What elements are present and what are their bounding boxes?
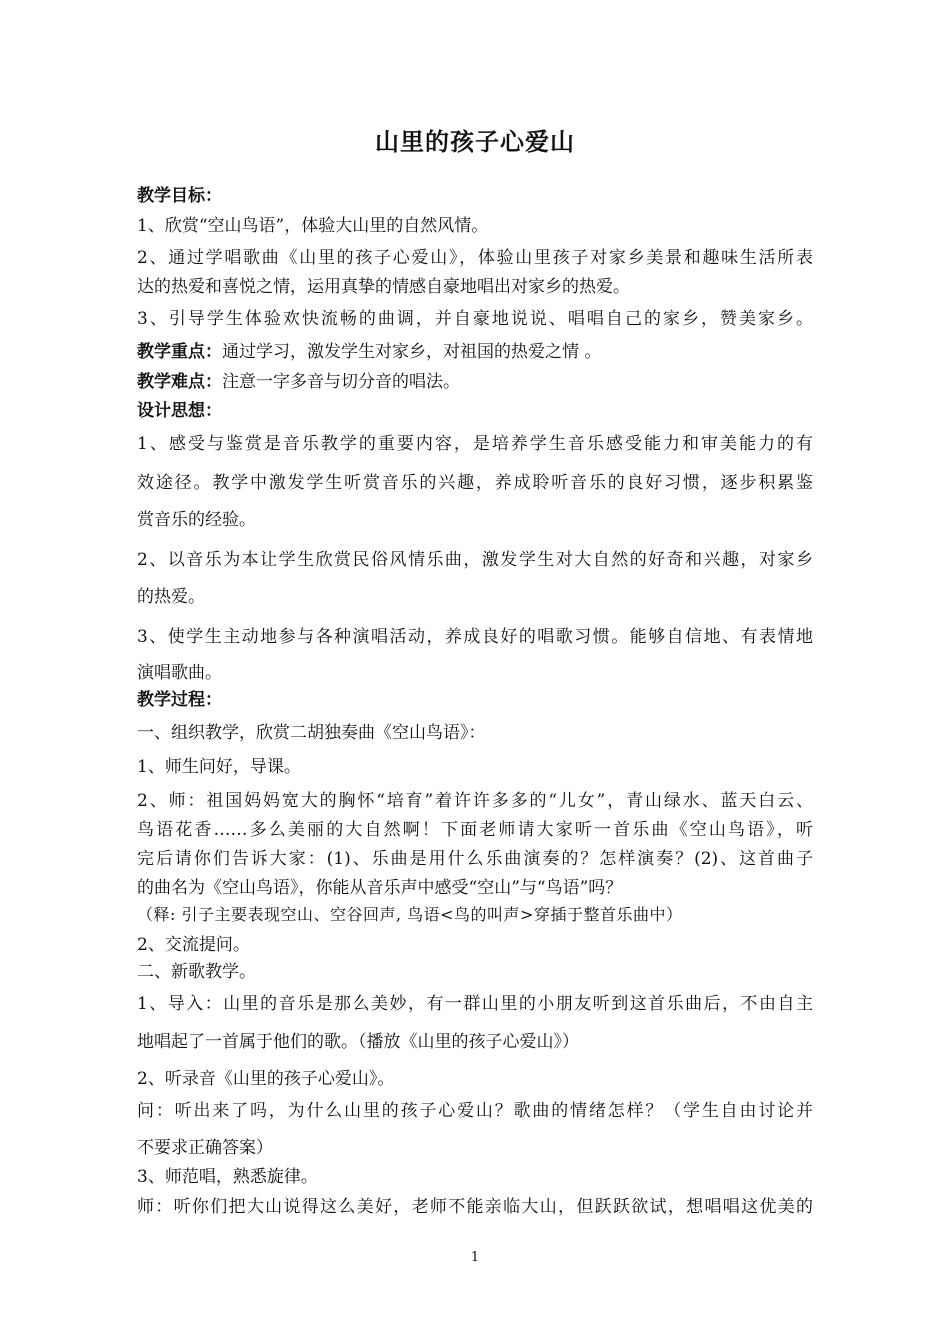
paragraph-line: 2、听录音《山里的孩子心爱山》。 [137, 1069, 395, 1089]
paragraph-line: 2、交流提问。 [137, 935, 250, 955]
paragraph-line: 鸟语花香……多么美丽的大自然啊！下面老师请大家听一首乐曲《空山鸟语》，听 [137, 820, 813, 840]
paragraph-line: 1、欣赏“空山鸟语”，体验大山里的自然风情。 [137, 216, 489, 236]
paragraph-line: 1、感受与鉴赏是音乐教学的重要内容，是培养学生音乐感受能力和审美能力的有 [137, 434, 813, 454]
labeled-line [137, 341, 601, 363]
paragraph-line: 的曲名为《空山鸟语》，你能从音乐声中感受“空山”与“鸟语”吗？ [137, 878, 623, 898]
paragraph-line: 1、导入：山里的音乐是那么美妙，有一群山里的小朋友听到这首乐曲后，不由自主 [137, 994, 813, 1014]
paragraph-line: 赏音乐的经验。 [137, 510, 256, 530]
paragraph-line: 地唱起了一首属于他们的歌。（播放《山里的孩子心爱山》） [137, 1032, 579, 1052]
paragraph-line: 3、师范唱，熟悉旋律。 [137, 1167, 318, 1187]
line-text: 注意一字多音与切分音的唱法。 [222, 372, 460, 392]
paragraph-line: 2、以音乐为本让学生欣赏民俗风情乐曲，激发学生对大自然的好奇和兴趣，对家乡 [137, 550, 813, 570]
paragraph-line: 效途径。教学中激发学生听赏音乐的兴趣，养成聆听音乐的良好习惯，逐步积累鉴 [137, 473, 813, 493]
line-text: 通过学习，激发学生对家乡，对祖国的热爱之情 。 [222, 342, 602, 362]
paragraph-line: 完后请你们告诉大家：(1)、乐曲是用什么乐曲演奏的？怎样演奏？(2)、这首曲子 [137, 849, 813, 869]
paragraph-line: 问：听出来了吗，为什么山里的孩子心爱山？歌曲的情绪怎样？（学生自由讨论并 [137, 1101, 813, 1121]
paragraph-line: 师：听你们把大山说得这么美好，老师不能亲临大山，但跃跃欲试，想唱唱这优美的 [137, 1197, 813, 1217]
section-heading: 教学目标： [137, 186, 222, 206]
paragraph-line: 一、组织教学，欣赏二胡独奏曲《空山鸟语》： [137, 723, 486, 743]
paragraph-line: 3、使学生主动地参与各种演唱活动，养成良好的唱歌习惯。能够自信地、有表情地 [137, 627, 813, 647]
annotation-line: （释: 引子主要表现空山、空谷回声, 鸟语<鸟的叫声>穿插于整首乐曲中） [137, 905, 683, 924]
paragraph-line: 的热爱。 [137, 587, 205, 607]
line-label: 教学难点： [137, 372, 222, 392]
paragraph-line: 3、引导学生体验欢快流畅的曲调，并自豪地说说、唱唱自己的家乡，赞美家乡。 [137, 309, 813, 329]
page-number: 1 [470, 1250, 480, 1265]
section-heading: 教学过程： [137, 690, 222, 710]
paragraph-line: 达的热爱和喜悦之情，运用真挚的情感自豪地唱出对家乡的热爱。 [137, 277, 630, 297]
paragraph-line: 不要求正确答案） [137, 1138, 273, 1158]
paragraph-line: 2、师：祖国妈妈宽大的胸怀“培育”着许许多多的“儿女”，青山绿水、蓝天白云、 [137, 791, 813, 811]
paragraph-line: 二、新歌教学。 [137, 962, 256, 982]
paragraph-line: 2、通过学唱歌曲《山里的孩子心爱山》，体验山里孩子对家乡美景和趣味生活所表 [137, 248, 813, 268]
line-label: 教学重点： [137, 342, 222, 362]
document-title: 山里的孩子心爱山 [375, 128, 575, 156]
section-heading: 设计思想： [137, 401, 222, 421]
paragraph-line: 演唱歌曲。 [137, 663, 222, 683]
labeled-line [137, 371, 460, 393]
paragraph-line: 1、师生问好，导课。 [137, 757, 301, 777]
